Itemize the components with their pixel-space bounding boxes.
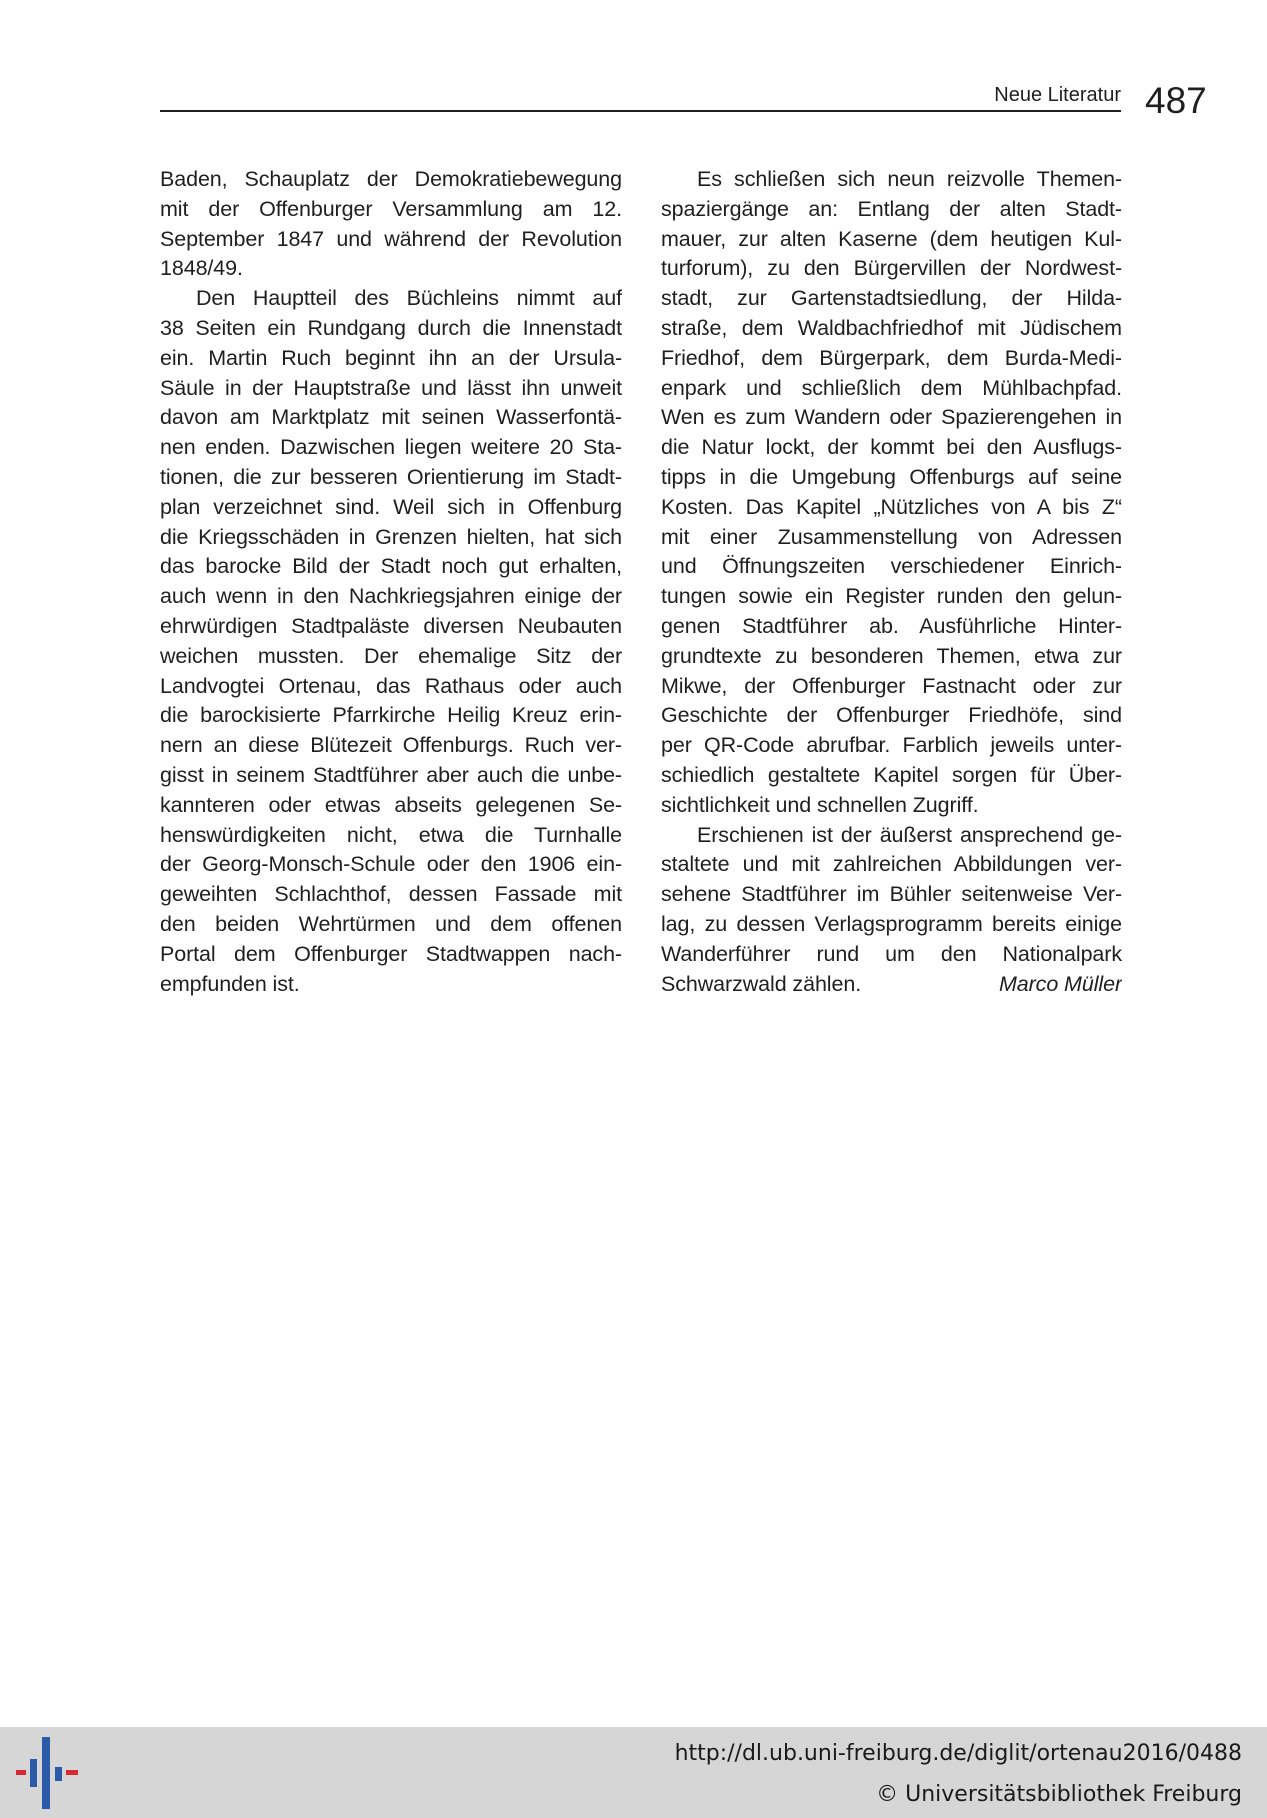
header-rule bbox=[160, 110, 1121, 112]
text-line: empfunden ist. bbox=[160, 971, 300, 996]
text-line: Landvogtei Ortenau, das Rathaus oder auch bbox=[160, 673, 622, 698]
text-line: tungen sowie ein Register runden den gelun- bbox=[661, 584, 1122, 609]
text-line: geweihten Schlachthof, dessen Fassade mit bbox=[160, 882, 622, 907]
text-line: Kosten. Das Kapitel „Nützliches von A bis Z“ bbox=[661, 494, 1122, 519]
text-line: 38 Seiten ein Rundgang durch die Innenstadt bbox=[160, 315, 622, 340]
text-line: spaziergänge an: Entlang der alten Stadt- bbox=[661, 196, 1122, 221]
text-line: grundtexte zu besonderen Themen, etwa zur bbox=[661, 643, 1122, 668]
text-line: tionen, die zur besseren Orientierung im Stadt- bbox=[160, 464, 622, 489]
left-text-column bbox=[160, 165, 622, 999]
text-line: den beiden Wehrtürmen und dem offenen bbox=[160, 911, 622, 936]
text-line: der Georg-Monsch-Schule oder den 1906 ein- bbox=[160, 852, 622, 877]
text-line: die Natur lockt, der kommt bei den Ausflugs- bbox=[661, 435, 1122, 460]
text-line: kannteren oder etwas abseits gelegenen Se- bbox=[160, 792, 622, 817]
page-number: 487 bbox=[1145, 80, 1207, 121]
review-author-signature: Marco Müller bbox=[998, 971, 1122, 996]
text-line: nen enden. Dazwischen liegen weitere 20 Sta- bbox=[160, 435, 622, 460]
copyright-notice: © Universitätsbibliothek Freiburg bbox=[876, 1782, 1242, 1807]
text-line: Baden, Schauplatz der Demokratiebewegung bbox=[160, 167, 622, 191]
text-line: sehene Stadtführer im Bühler seitenweise Ver- bbox=[661, 882, 1122, 907]
text-line: straße, dem Waldbachfriedhof mit Jüdischem bbox=[661, 315, 1122, 340]
text-line: plan verzeichnet sind. Weil sich in Offenburg bbox=[160, 494, 622, 519]
text-line: Den Hauptteil des Büchleins nimmt auf bbox=[196, 286, 622, 311]
text-line: schiedlich gestaltete Kapitel sorgen für Über- bbox=[661, 762, 1122, 787]
text-line: Friedhof, dem Bürgerpark, dem Burda-Medi- bbox=[661, 345, 1122, 370]
text-line: Säule in der Hauptstraße und lässt ihn unweit bbox=[160, 375, 622, 400]
text-line: davon am Marktplatz mit seinen Wasserfontä- bbox=[160, 405, 622, 430]
university-library-logo-icon bbox=[16, 1737, 78, 1809]
text-line: per QR-Code abrufbar. Farblich jeweils unter- bbox=[661, 733, 1122, 758]
digitization-footer bbox=[0, 1727, 1267, 1818]
text-line: Es schließen sich neun reizvolle Themen- bbox=[697, 167, 1122, 191]
source-url: http://dl.ub.uni-freiburg.de/diglit/ortenau2016/0488 bbox=[674, 1741, 1242, 1766]
text-line: lag, zu dessen Verlagsprogramm bereits einige bbox=[661, 911, 1122, 936]
text-line: ehrwürdigen Stadtpaläste diversen Neubauten bbox=[160, 613, 622, 638]
text-line: Portal dem Offenburger Stadtwappen nach- bbox=[160, 941, 622, 966]
right-text-column bbox=[661, 165, 1122, 999]
text-line: mit der Offenburger Versammlung am 12. bbox=[160, 196, 622, 221]
text-line: henswürdigkeiten nicht, etwa die Turnhalle bbox=[160, 822, 622, 847]
text-line: sichtlichkeit und schnellen Zugriff. bbox=[661, 792, 979, 817]
text-line: ein. Martin Ruch beginnt ihn an der Ursula- bbox=[160, 345, 622, 370]
text-line: die Kriegsschäden in Grenzen hielten, hat sich bbox=[160, 524, 622, 549]
text-line: und Öffnungszeiten verschiedener Einrich- bbox=[661, 554, 1122, 579]
text-line: weichen mussten. Der ehemalige Sitz der bbox=[160, 643, 622, 668]
text-line: mauer, zur alten Kaserne (dem heutigen Kul- bbox=[661, 226, 1122, 251]
running-header-section-title: Neue Literatur bbox=[994, 84, 1121, 106]
text-line: turforum), zu den Bürgervillen der Nordwest- bbox=[661, 256, 1122, 281]
text-line: das barocke Bild der Stadt noch gut erhalten, bbox=[160, 554, 622, 579]
text-line: tipps in die Umgebung Offenburgs auf seine bbox=[661, 464, 1122, 489]
text-line: staltete und mit zahlreichen Abbildungen ver- bbox=[661, 852, 1122, 877]
text-line: gisst in seinem Stadtführer aber auch die unbe- bbox=[160, 762, 622, 787]
text-line: Wen es zum Wandern oder Spazierengehen in bbox=[661, 405, 1122, 430]
text-line: auch wenn in den Nachkriegsjahren einige der bbox=[160, 584, 622, 609]
text-line: die barockisierte Pfarrkirche Heilig Kreuz erin- bbox=[160, 703, 622, 728]
text-line: genen Stadtführer ab. Ausführliche Hinter- bbox=[661, 613, 1122, 638]
text-line: September 1847 und während der Revolution bbox=[160, 226, 622, 251]
text-line: Mikwe, der Offenburger Fastnacht oder zur bbox=[661, 673, 1122, 698]
text-line-content: Schwarzwald zählen. bbox=[661, 971, 862, 996]
text-line: Erschienen ist der äußerst ansprechend ge- bbox=[697, 822, 1122, 847]
text-line: stadt, zur Gartenstadtsiedlung, der Hilda- bbox=[661, 286, 1122, 311]
text-line: enpark und schließlich dem Mühlbachpfad. bbox=[661, 375, 1122, 400]
text-line: 1848/49. bbox=[160, 256, 243, 281]
text-line bbox=[661, 970, 1122, 1000]
text-line: nern an diese Blütezeit Offenburgs. Ruch ver- bbox=[160, 733, 622, 758]
text-line: mit einer Zusammenstellung von Adressen bbox=[661, 524, 1122, 549]
text-line: Wanderführer rund um den Nationalpark bbox=[661, 941, 1122, 966]
text-line: Geschichte der Offenburger Friedhöfe, sind bbox=[661, 703, 1122, 728]
